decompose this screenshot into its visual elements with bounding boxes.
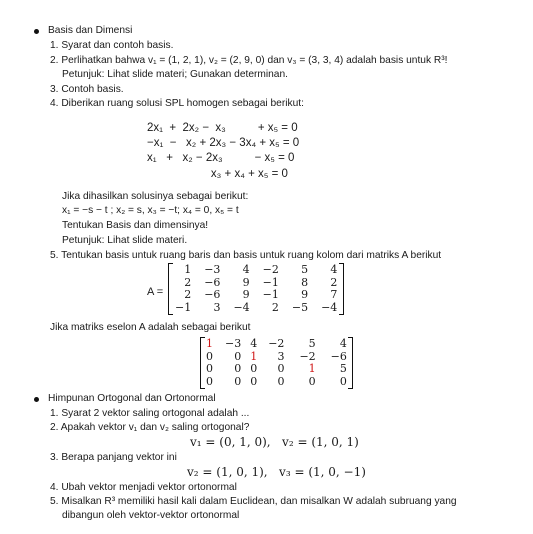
matrix-cell: −6	[204, 275, 221, 289]
matrix-cell: 2	[184, 288, 192, 301]
matrix-cell: −5	[291, 300, 309, 314]
matrix-cell: 2	[330, 275, 338, 289]
vector-equation: v₁ = (0, 1, 0), v₂ = (1, 0, 1)	[190, 435, 359, 449]
matrix-cell: 9	[242, 288, 250, 301]
matrix-row	[172, 277, 340, 290]
list-item: 2. Apakah vektor v₁ dan v₂ saling ortogonal?	[50, 422, 250, 433]
matrix-cell: 2	[271, 300, 279, 314]
matrix-cell: 4	[339, 337, 347, 350]
list-item: 1. Syarat dan contoh basis.	[50, 40, 174, 51]
matrix-cell: 0	[234, 349, 242, 363]
matrix-row	[203, 363, 350, 376]
matrix-row	[172, 289, 340, 302]
matrix-cell: 4	[242, 263, 250, 276]
list-item: 2. Perlihatkan bahwa v₁ = (1, 2, 1), v₂ = (2, 9, 0) dan v₃ = (3, 3, 4) adalah basis untuk R³!	[50, 55, 448, 66]
equation-line: 2x₁ + 2x₂ − x₃ + x₅ = 0	[147, 122, 298, 134]
matrix-cell: 3	[213, 300, 221, 314]
list-item-continuation: dibangun oleh vektor-vektor ortonormal	[62, 510, 240, 521]
matrix-cell: −3	[204, 263, 221, 276]
solution-text: x₁ = −s − t ; x₂ = s, x₃ = −t; x₄ = 0, x₅ = t	[62, 205, 239, 216]
list-item: 3. Contoh basis.	[50, 84, 124, 95]
matrix-cell: 0	[308, 374, 316, 388]
matrix-cell: 7	[330, 288, 338, 301]
list-item: 5. Tentukan basis untuk ruang baris dan basis untuk ruang kolom dari matriks A berikut	[50, 250, 442, 261]
matrix-cell: 5	[301, 263, 309, 276]
matrix-row	[203, 351, 350, 364]
pivot-cell: 1	[250, 349, 258, 363]
left-bracket	[200, 337, 205, 389]
equation-line: x₁ + x₂ − 2x₃ − x₅ = 0	[147, 152, 295, 164]
matrix-cell: −4	[233, 300, 250, 314]
matrix-cell: 0	[206, 374, 213, 388]
matrix-cell: 9	[242, 275, 250, 289]
matrix-cell: 0	[234, 374, 242, 388]
matrix-a	[168, 263, 344, 315]
matrix-cell: −3	[225, 337, 242, 350]
matrix-cell: 9	[301, 288, 309, 301]
matrix-row	[203, 376, 350, 389]
hint-text: Petunjuk: Lihat slide materi; Gunakan determinan.	[62, 69, 288, 80]
matrix-cell: 0	[277, 374, 285, 388]
matrix-cell: 4	[330, 263, 338, 276]
matrix-cell: −2	[299, 349, 316, 363]
bullet-icon	[34, 397, 39, 402]
task-text: Tentukan Basis dan dimensinya!	[62, 220, 209, 231]
list-item: 4. Diberikan ruang solusi SPL homogen sebagai berikut:	[50, 98, 304, 109]
section-title-orthogonal: Himpunan Ortogonal dan Ortonormal	[48, 393, 216, 404]
list-item: 3. Berapa panjang vektor ini	[50, 452, 177, 463]
matrix-cell: 5	[339, 362, 347, 375]
matrix-row	[172, 302, 340, 315]
left-bracket	[168, 263, 173, 315]
echelon-intro: Jika matriks eselon A adalah sebagai berikut	[50, 322, 251, 333]
matrix-echelon	[200, 337, 353, 389]
section-title-basis: Basis dan Dimensi	[48, 25, 133, 36]
matrix-cell: 0	[339, 374, 347, 388]
matrix-cell: −6	[330, 349, 347, 363]
matrix-cell: 0	[277, 362, 285, 375]
right-bracket	[348, 337, 353, 389]
matrix-cell: 0	[250, 362, 258, 375]
bullet-icon	[34, 29, 39, 34]
solution-intro: Jika dihasilkan solusinya sebagai berikut:	[62, 191, 249, 202]
pivot-cell: 1	[206, 337, 213, 350]
matrix-cell: 1	[184, 263, 192, 276]
matrix-cell: 8	[301, 275, 309, 289]
matrix-cell: 0	[250, 374, 258, 388]
equation-line: −x₁ − x₂ + 2x₃ − 3x₄ + x₅ = 0	[147, 137, 300, 149]
matrix-cell: 5	[308, 337, 316, 350]
matrix-cell: 2	[184, 275, 192, 289]
matrix-a-label: A =	[147, 286, 164, 298]
matrix-cell: −1	[262, 275, 279, 289]
matrix-cell: −6	[204, 288, 221, 301]
pivot-cell: 1	[308, 362, 316, 375]
matrix-cell: 0	[234, 362, 242, 375]
matrix-row	[203, 338, 350, 351]
matrix-cell: 0	[206, 362, 213, 375]
hint-text: Petunjuk: Lihat slide materi.	[62, 235, 188, 246]
list-item: 1. Syarat 2 vektor saling ortogonal adalah ...	[50, 408, 250, 419]
list-item: 5. Misalkan R³ memiliki hasil kali dalam Euclidean, dan misalkan W adalah subruang yang	[50, 496, 457, 507]
matrix-row	[172, 264, 340, 277]
list-item: 4. Ubah vektor menjadi vektor ortonormal	[50, 482, 237, 493]
right-bracket	[339, 263, 344, 315]
matrix-cell: −2	[262, 263, 279, 276]
vector-equation: v₂ = (1, 0, 1), v₃ = (1, 0, −1)	[187, 465, 366, 479]
matrix-cell: 0	[206, 349, 213, 363]
matrix-cell: −1	[175, 300, 192, 314]
matrix-cell: −2	[268, 337, 285, 350]
equation-line: x₃ + x₄ + x₅ = 0	[147, 168, 288, 180]
matrix-cell: −4	[321, 300, 338, 314]
matrix-cell: −1	[262, 288, 279, 301]
matrix-cell: 4	[250, 337, 258, 350]
matrix-cell: 3	[277, 349, 285, 363]
